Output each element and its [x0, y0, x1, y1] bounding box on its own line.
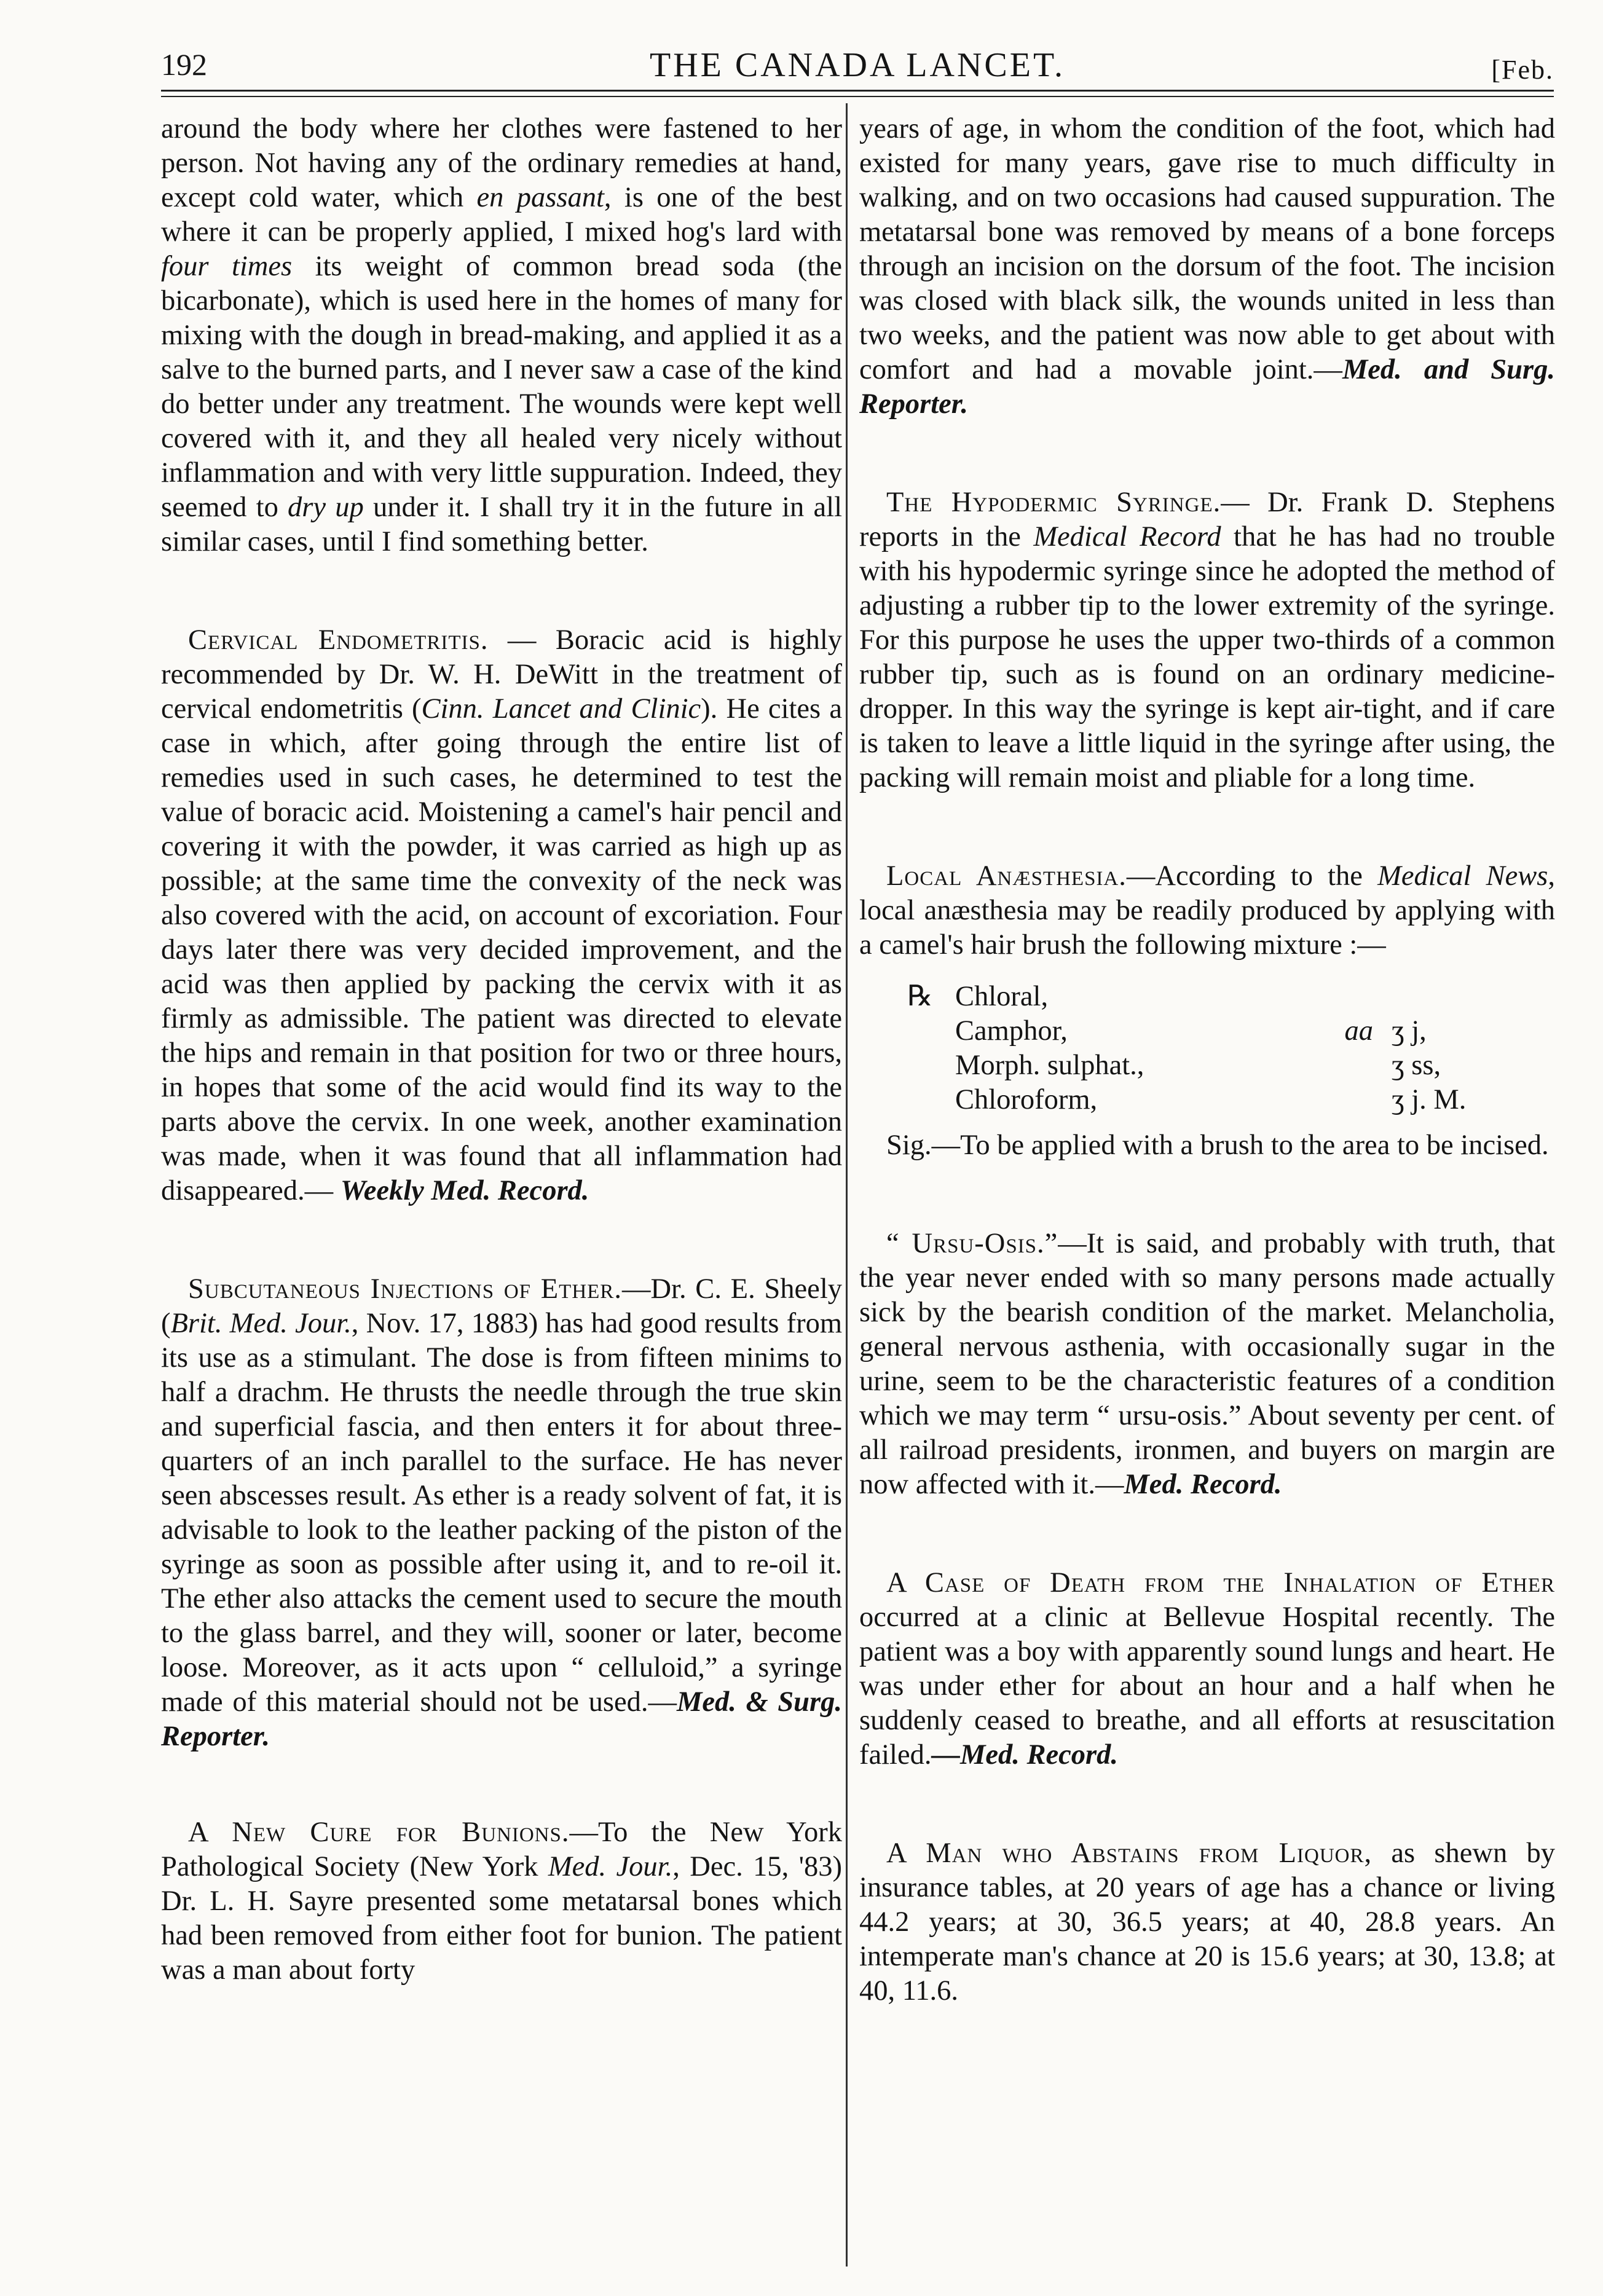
section-heading: Cervical Endometritis.: [188, 624, 489, 656]
liquor-abstinence-article: A Man who Abstains from Liquor, as shewn by insurance tables, at 20 years of age has a chance or living 44.2 years; at 30, 36.5 years; at 40, 28.8 years. An intemperate man's chance at 20 is 15.6 years; at 30, 13.8; at 40, 11.6.: [859, 1838, 1555, 2007]
bunions-continued: years of age, in whom the condition of the foot, which had existed for many years, gave rise to much difficulty in walking, and on two occasions had caused suppuration. The metatarsal bone was removed by means of a bone forceps through an incision on the dorsum of the foot. The incision was closed with black silk, the wounds united in less than two weeks, and the patient was now able to get about with comfort and had a movable joint.—Med. and Surg. Reporter.: [859, 113, 1555, 420]
source-citation: Med. and Surg. Reporter.: [859, 354, 1555, 420]
cervical-endometritis-article: Cervical Endometritis. — Boracic acid is highly recommended by Dr. W. H. DeWitt in the treatment of cervical endometritis (Cinn. Lancet and Clinic). He cites a case in which, after going through the entire list of remedies used in such cases, he determined to test the value of boracic acid. Moistening a camel's hair pencil and covering it with the powder, it was carried as high up as possible; at the same time the convexity of the neck was also covered with the acid, on account of excoriation. Four days later there was very decided improvement, and the acid was then applied by packing the cervix with it as firmly as admissible. The patient was directed to elevate the hips and remain in that position for two or three hours, in hopes that some of the acid would find its way to the parts above the cervix. In one week, another examination was made, when it was found that all inflammation had disappeared.— Weekly Med. Record.: [161, 624, 843, 1206]
intro-paragraph: around the body where her clothes were fastened to her person. Not having any of the ordinary remedies at hand, except cold water, which en passant, is one of the best where it can be properly applied, I mixed hog's lard with four times its weight of common bread soda (the bicarbonate), which is used here in the homes of many for mixing with the dough in bread-making, and applied it as a salve to the burned parts, and I never saw a case of the kind do better under any treatment. The wounds were kept well covered with it, and they all healed very nicely without inflammation and with very little suppuration. Indeed, they seemed to dry up under it. I shall try it in the future in all similar cases, until I find something better.: [161, 113, 843, 557]
source-citation: Med. Record.: [1124, 1469, 1282, 1500]
ursu-osis-article: “ Ursu-Osis.”—It is said, and probably with truth, that the year never ended with so many persons made actually sick by the bearish condition of the market. Melancholia, general nervous asthenia, with occasionally sugar in the urine, seem to be the characteristic features of a condition which we may term “ ursu-osis.” About seventy per cent. of all railroad presidents, ironmen, and buyers on margin are now affected with it.—Med. Record.: [859, 1228, 1555, 1500]
source-citation: Med. & Surg. Reporter.: [161, 1686, 842, 1752]
section-heading: The Hypodermic Syringe.: [886, 487, 1221, 518]
column-divider: [846, 103, 848, 2267]
local-anaesthesia-article: Local Anæsthesia.—According to the Medical News, local anæsthesia may be readily produced by applying with a camel's hair brush the following mixture :—: [859, 860, 1555, 961]
prescription-row: Morph. sulphat., ʒ ss,: [955, 1050, 1441, 1081]
page-number: 192: [161, 47, 207, 82]
journal-title: THE CANADA LANCET.: [649, 46, 1066, 84]
prescription-row: Chloroform, ʒ j. M.: [955, 1084, 1467, 1115]
source-citation: Weekly Med. Record.: [340, 1175, 589, 1206]
issue-month: [Feb.: [1491, 55, 1554, 85]
section-heading: A New Cure for Bunions.: [188, 1817, 570, 1848]
prescription-row: Camphor, aa ʒ j,: [955, 1015, 1427, 1047]
page-header: [161, 44, 1554, 112]
header-rule-top: [161, 90, 1554, 92]
section-heading: Local Anæsthesia.: [886, 860, 1127, 892]
prescription: [907, 980, 1555, 1117]
left-column: [161, 112, 842, 1987]
prescription-sig: Sig.—To be applied with a brush to the area to be incised.: [886, 1130, 1549, 1161]
recipe-symbol: ℞: [907, 981, 933, 1012]
header-rule-bottom: [161, 96, 1554, 97]
section-heading: A Man who Abstains from Liquor,: [886, 1838, 1373, 1869]
section-heading: Subcutaneous Injections of Ether.: [188, 1273, 622, 1305]
section-heading: “ Ursu-Osis.”: [886, 1228, 1058, 1259]
ether-death-article: A Case of Death from the Inhalation of Ether occurred at a clinic at Bellevue Hospital recently. The patient was a boy with apparently sound lungs and heart. He was under ether for about an hour and a half when he suddenly ceased to breathe, and all efforts at resuscitation failed.—Med. Record.: [859, 1567, 1555, 1771]
section-heading: A Case of Death from the Inhalation of Ether: [886, 1567, 1555, 1598]
source-citation: —Med. Record.: [931, 1739, 1118, 1771]
ether-injections-article: Subcutaneous Injections of Ether.—Dr. C. E. Sheely (Brit. Med. Jour., Nov. 17, 1883) has had good results from its use as a stimulant. The dose is from fifteen minims to half a drachm. He thrusts the needle through the true skin and superficial fascia, and then enters it for about three-quarters of an inch parallel to the surface. He has never seen abscesses result. As ether is a ready solvent of fat, it is advisable to look to the leather packing of the piston of the syringe as soon as possible after using it, and to re-oil it. The ether also attacks the cement used to secure the mouth to the glass barrel, and they will, sooner or later, become loose. Moreover, as it acts upon “ celluloid,” a syringe made of this material should not be used.—Med. & Surg. Reporter.: [161, 1273, 842, 1752]
prescription-row: ℞ Chloral,: [907, 980, 1555, 1014]
right-column: [859, 112, 1555, 2008]
hypodermic-syringe-article: The Hypodermic Syringe.— Dr. Frank D. Stephens reports in the Medical Record that he has had no trouble with his hypodermic syringe since he adopted the method of adjusting a rubber tip to the lower extremity of the syringe. For this purpose he uses the upper two-thirds of a common rubber tip, such as is found on an ordinary medicine-dropper. In this way the syringe is kept air-tight, and if care is taken to leave a little liquid in the syringe after using, the packing will remain moist and pliable for a long time.: [859, 487, 1555, 793]
bunions-article: A New Cure for Bunions.—To the New York Pathological Society (New York Med. Jour., Dec. 15, '83) Dr. L. H. Sayre presented some metatarsal bones which had been removed from either foot for bunion. The patient was a man about forty: [161, 1817, 843, 1986]
